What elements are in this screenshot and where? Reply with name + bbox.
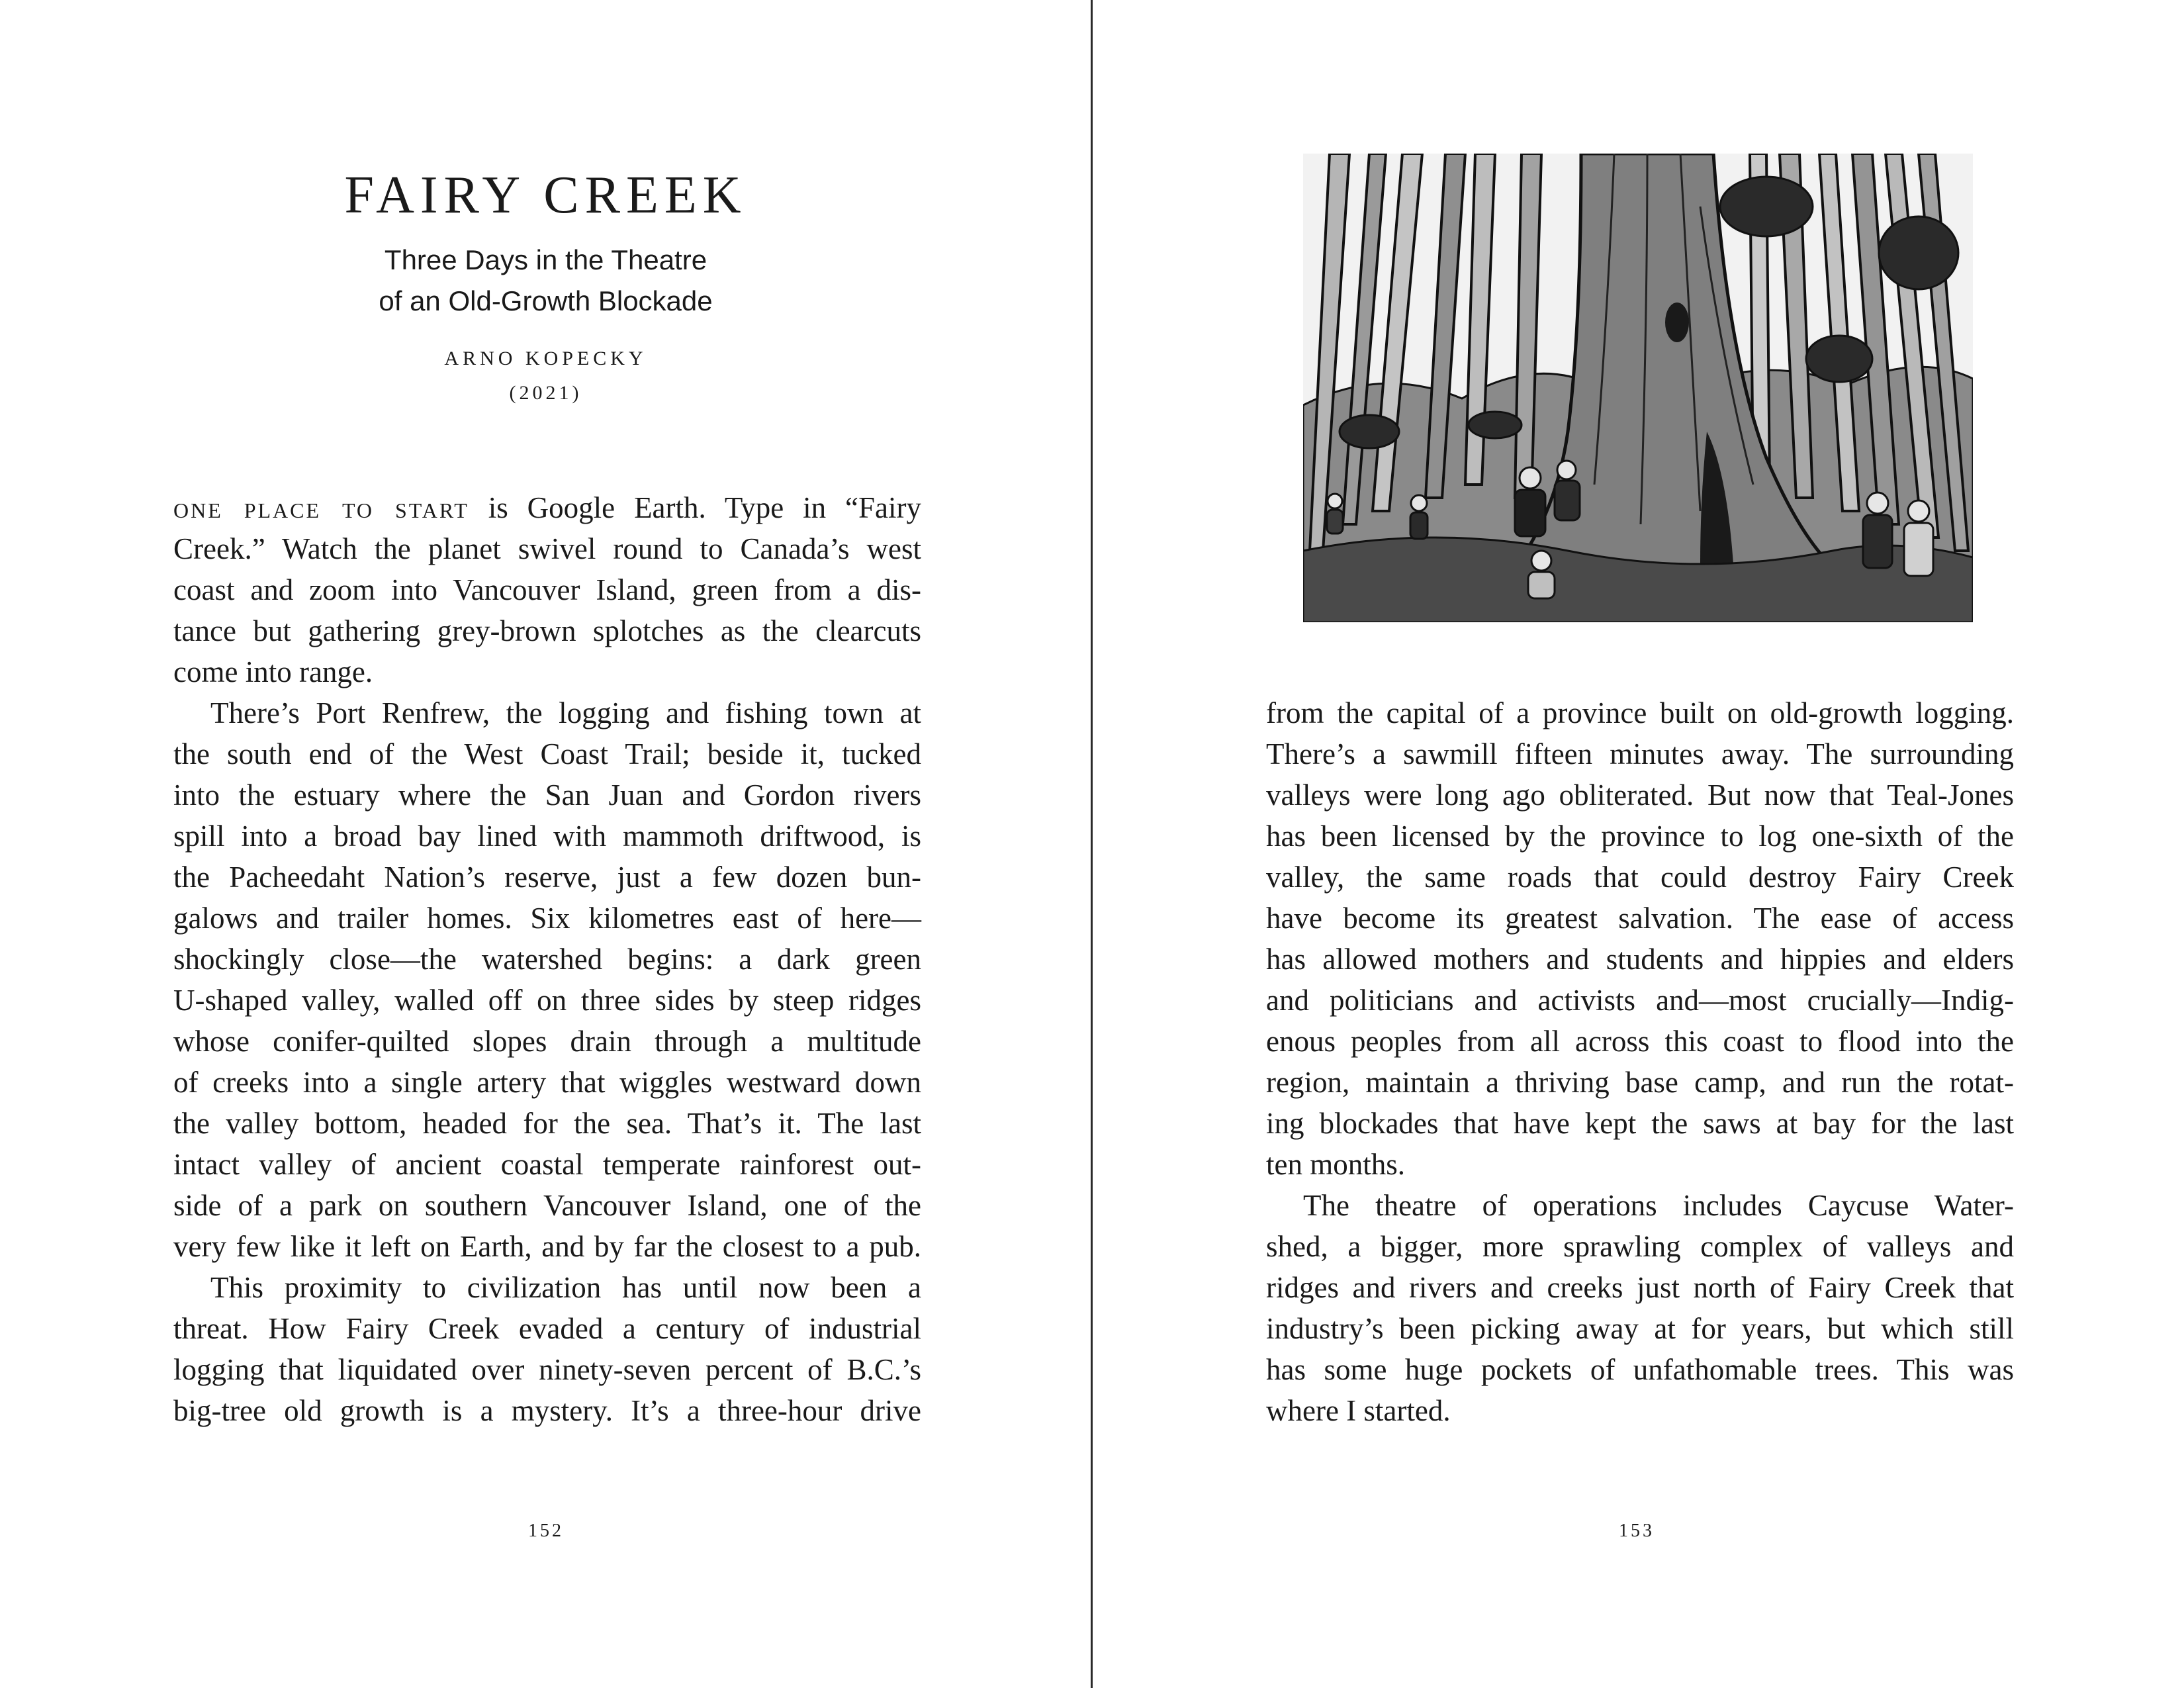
body-line: and politicians and activists and—most crucially—Indig- (1266, 984, 2014, 1017)
body-line: have become its greatest salvation. The ease of access (1266, 902, 2014, 935)
right-page (1093, 0, 2184, 1688)
body-line: has some huge pockets of unfathomable trees. This was (1266, 1353, 2014, 1386)
body-line: region, maintain a thriving base camp, and run the rotat- (1266, 1066, 2014, 1099)
body-line: of creeks into a single artery that wiggles westward down (173, 1066, 921, 1099)
body-line: from the capital of a province built on old-growth logging. (1266, 696, 2014, 729)
body-line: logging that liquidated over ninety-seven percent of B.C.’s (173, 1353, 921, 1386)
body-line: threat. How Fairy Creek evaded a century of industrial (173, 1312, 921, 1345)
opening-line-rest: is Google Earth. Type in “Fairy (469, 491, 921, 524)
body-line: side of a park on southern Vancouver Island, one of the (173, 1189, 921, 1222)
body-line: very few like it left on Earth, and by far the closest to a pub. (173, 1230, 921, 1263)
chapter-title: FAIRY CREEK (344, 166, 747, 224)
body-line: enous peoples from all across this coast to flood into the (1266, 1025, 2014, 1058)
body-line: come into range. (173, 655, 373, 688)
body-line: into the estuary where the San Juan and Gordon rivers (173, 778, 921, 812)
page-number: 153 (1619, 1521, 1655, 1541)
chapter-subtitle (0, 240, 1091, 322)
body-line: The theatre of operations includes Caycuse Water- (1303, 1189, 2014, 1222)
body-line: U-shaped valley, walled off on three sides by steep ridges (173, 984, 921, 1017)
body-line: shed, a bigger, more sprawling complex of valleys and (1266, 1230, 2014, 1263)
body-line: has been licensed by the province to log one-sixth of the (1266, 820, 2014, 853)
publication-year: (2021) (509, 382, 582, 404)
body-line: the Pacheedaht Nation’s reserve, just a few dozen bun- (173, 861, 921, 894)
body-line: has allowed mothers and students and hippies and elders (1266, 943, 2014, 976)
subtitle-line-1: Three Days in the Theatre (384, 244, 707, 275)
body-line: coast and zoom into Vancouver Island, green from a dis- (173, 573, 921, 606)
body-line: There’s a sawmill fifteen minutes away. The surrounding (1266, 737, 2014, 771)
body-line: the valley bottom, headed for the sea. That’s it. The last (173, 1107, 921, 1140)
body-line: There’s Port Renfrew, the logging and fishing town at (210, 696, 921, 729)
body-line: the south end of the West Coast Trail; beside it, tucked (173, 737, 921, 771)
subtitle-line-2: of an Old-Growth Blockade (379, 285, 713, 316)
page-number: 152 (528, 1521, 564, 1541)
body-line: tance but gathering grey-brown splotches as the clearcuts (173, 614, 921, 647)
body-line: whose conifer-quilted slopes drain through a multitude (173, 1025, 921, 1058)
body-line: galows and trailer homes. Six kilometres east of here— (173, 902, 921, 935)
body-line: valley, the same roads that could destroy Fairy Creek (1266, 861, 2014, 894)
body-line: shockingly close—the watershed begins: a dark green (173, 943, 921, 976)
body-line: ridges and rivers and creeks just north of Fairy Creek that (1266, 1271, 2014, 1304)
body-line: ten months. (1266, 1148, 1405, 1181)
author-name: ARNO KOPECKY (444, 348, 647, 369)
forest-illustration (1303, 154, 1973, 622)
body-line: valleys were long ago obliterated. But now that Teal-Jones (1266, 778, 2014, 812)
body-line: spill into a broad bay lined with mammoth driftwood, is (173, 820, 921, 853)
body-line: industry’s been picking away at for years, but which still (1266, 1312, 2014, 1345)
body-line: big-tree old growth is a mystery. It’s a three-hour drive (173, 1394, 921, 1427)
body-line: Creek.” Watch the planet swivel round to Canada’s west (173, 532, 921, 565)
body-line: intact valley of ancient coastal temperate rainforest out- (173, 1148, 921, 1181)
body-line: ing blockades that have kept the saws at bay for the last (1266, 1107, 2014, 1140)
opening-smallcaps: one place to start (173, 491, 469, 524)
left-page (0, 0, 1091, 1688)
body-line (173, 487, 921, 528)
body-line: This proximity to civilization has until now been a (210, 1271, 921, 1304)
body-line: where I started. (1266, 1394, 1451, 1427)
forest-illustration-graphic (1303, 154, 1973, 622)
